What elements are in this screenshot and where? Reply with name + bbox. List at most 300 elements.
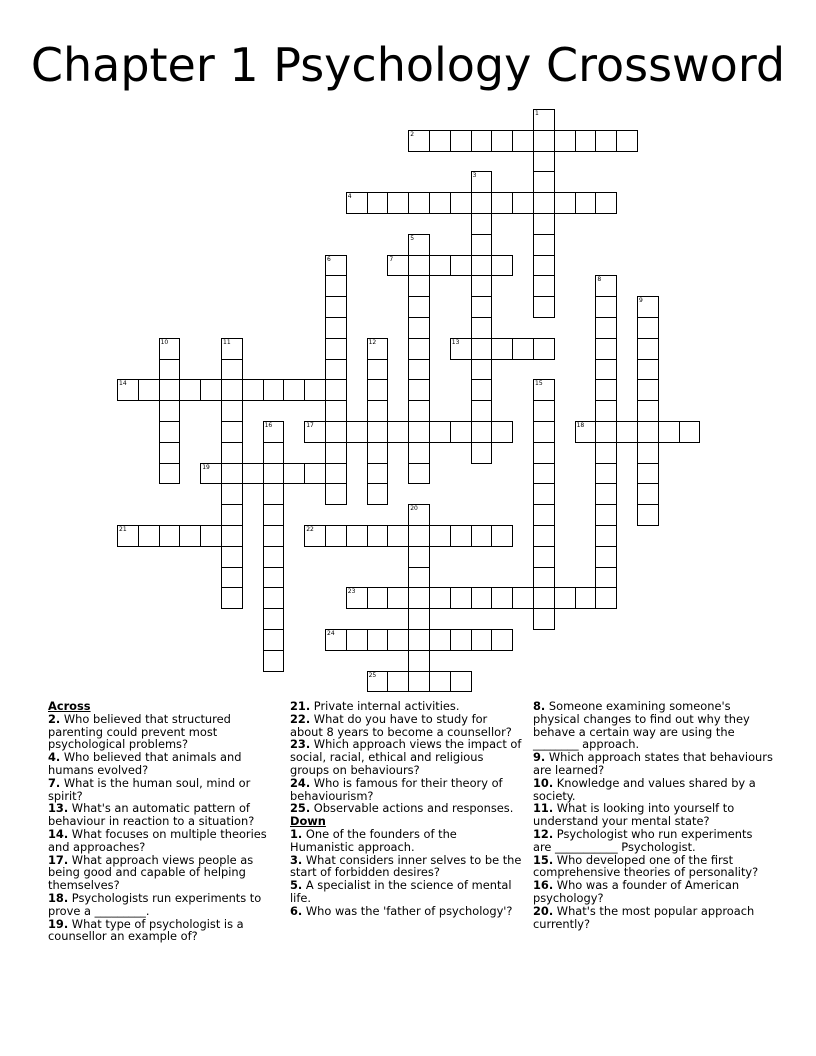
clues-column-3 [533,700,773,930]
grid-cell[interactable] [367,359,389,381]
grid-cell[interactable] [595,463,617,485]
grid-cell[interactable] [533,504,555,526]
grid-cell[interactable] [595,317,617,339]
grid-cell[interactable] [533,255,555,277]
grid-cell[interactable] [595,525,617,547]
clue-text: Which approach states that behaviours are learned? [533,750,773,777]
clue-text: Which approach views the impact of social, racial, ethical and religious groups on behaviours? [290,737,522,777]
grid-cell[interactable] [533,567,555,589]
grid-cell[interactable] [450,338,472,360]
grid-cell[interactable] [533,151,555,173]
clue-number: 4. [48,750,61,765]
grid-cell[interactable] [595,504,617,526]
clue-text: Private internal activities. [310,699,460,713]
clue-text: What type of psychologist is a counsellor an example of? [48,916,244,944]
grid-cell[interactable] [512,192,534,214]
clue-number: 7. [48,775,61,790]
grid-cell[interactable] [429,525,451,547]
grid-cell[interactable] [533,338,555,360]
grid-cell[interactable] [533,421,555,443]
grid-cell[interactable] [471,171,493,193]
grid-cell[interactable] [533,525,555,547]
clue-number: 6. [290,903,303,918]
grid-cell[interactable] [450,629,472,651]
across-clue-list-part2 [290,700,522,815]
grid-cell[interactable] [658,421,680,443]
clue-number-label: 19 [202,463,210,471]
grid-cell[interactable] [533,192,555,214]
grid-cell[interactable] [471,275,493,297]
grid-cell[interactable] [408,400,430,422]
grid-cell[interactable] [533,546,555,568]
across-clue [290,713,522,739]
grid-cell[interactable] [408,317,430,339]
grid-cell[interactable] [471,296,493,318]
clue-number: 14. [48,826,69,841]
grid-cell[interactable] [471,192,493,214]
grid-cell[interactable] [221,483,243,505]
grid-cell[interactable] [471,255,493,277]
grid-cell[interactable] [533,587,555,609]
grid-cell[interactable] [159,359,181,381]
grid-cell[interactable] [159,442,181,464]
grid-cell[interactable] [304,525,326,547]
grid-cell[interactable] [595,338,617,360]
grid-cell[interactable] [637,483,659,505]
grid-cell[interactable] [367,629,389,651]
grid-cell[interactable] [367,463,389,485]
grid-cell[interactable] [408,296,430,318]
grid-cell[interactable] [533,608,555,630]
grid-cell[interactable] [616,130,638,152]
grid-cell[interactable] [471,525,493,547]
grid-cell[interactable] [221,400,243,422]
grid-cell[interactable] [450,130,472,152]
grid-cell[interactable] [595,421,617,443]
grid-cell[interactable] [346,421,368,443]
grid-cell[interactable] [367,379,389,401]
grid-cell[interactable] [387,525,409,547]
grid-cell[interactable] [263,608,285,630]
grid-cell[interactable] [346,525,368,547]
grid-cell[interactable] [367,400,389,422]
clue-number-label: 15 [535,380,543,388]
grid-cell[interactable] [325,338,347,360]
grid-cell[interactable] [221,463,243,485]
grid-cell[interactable] [367,671,389,693]
across-clue [48,892,280,918]
grid-cell[interactable] [387,255,409,277]
clue-number: 10. [533,775,554,790]
grid-cell[interactable] [595,442,617,464]
grid-cell[interactable] [221,379,243,401]
grid-cell[interactable] [387,587,409,609]
grid-cell[interactable] [429,587,451,609]
grid-cell[interactable] [491,525,513,547]
grid-cell[interactable] [408,567,430,589]
grid-cell[interactable] [408,359,430,381]
clue-text: Who was the 'father of psychology'? [302,903,513,918]
grid-cell[interactable] [533,275,555,297]
grid-cell[interactable] [429,629,451,651]
grid-cell[interactable] [491,130,513,152]
grid-cell[interactable] [637,359,659,381]
grid-cell[interactable] [138,525,160,547]
clue-number: 5. [290,878,303,893]
grid-cell[interactable] [595,359,617,381]
grid-cell[interactable] [283,463,305,485]
grid-cell[interactable] [346,629,368,651]
grid-cell[interactable] [429,192,451,214]
grid-cell[interactable] [367,442,389,464]
grid-cell[interactable] [325,359,347,381]
clue-text: What do you have to study for about 8 years to become a counsellor? [290,711,512,739]
grid-cell[interactable] [471,379,493,401]
grid-cell[interactable] [408,379,430,401]
clue-number-label: 21 [119,526,127,533]
grid-cell[interactable] [325,400,347,422]
grid-cell[interactable] [408,546,430,568]
across-heading: Across [48,699,91,713]
grid-cell[interactable] [179,379,201,401]
down-clue [533,802,773,828]
clue-number-label: 7 [389,255,394,263]
clue-number: 8. [533,699,546,713]
across-clue [48,751,280,777]
clue-number: 22. [290,711,311,726]
grid-cell[interactable] [325,442,347,464]
clue-number: 21. [290,699,311,713]
clue-number-label: 6 [327,255,331,263]
grid-cell[interactable] [471,317,493,339]
grid-cell[interactable] [471,421,493,443]
grid-cell[interactable] [367,483,389,505]
grid-cell[interactable] [491,421,513,443]
grid-cell[interactable] [221,546,243,568]
grid-cell[interactable] [554,130,576,152]
grid-cell[interactable] [408,629,430,651]
down-heading: Down [290,814,326,829]
clue-number: 9. [533,750,546,765]
grid-cell[interactable] [533,442,555,464]
grid-cell[interactable] [429,671,451,693]
grid-cell[interactable] [408,463,430,485]
grid-cell[interactable] [159,421,181,443]
grid-cell[interactable] [533,213,555,235]
grid-cell[interactable] [346,192,368,214]
grid-cell[interactable] [263,442,285,464]
grid-cell[interactable] [408,421,430,443]
grid-cell[interactable] [595,296,617,318]
grid-cell[interactable] [575,587,597,609]
grid-cell[interactable] [408,442,430,464]
clue-text: A specialist in the science of mental life. [290,878,512,905]
grid-cell[interactable] [325,525,347,547]
grid-cell[interactable] [263,546,285,568]
down-clue [533,777,773,803]
grid-cell[interactable] [367,338,389,360]
grid-cell[interactable] [408,608,430,630]
grid-cell[interactable] [221,567,243,589]
grid-cell[interactable] [221,359,243,381]
grid-cell[interactable] [450,671,472,693]
grid-cell[interactable] [533,109,555,131]
grid-cell[interactable] [138,379,160,401]
down-clue-list-part1 [290,828,522,918]
grid-cell[interactable] [200,525,222,547]
grid-cell[interactable] [387,629,409,651]
grid-cell[interactable] [491,629,513,651]
grid-cell[interactable] [491,192,513,214]
clue-number: 12. [533,826,554,841]
clue-text: Someone examining someone's physical changes to find out why they behave a certain way are using the ________ approach. [533,699,750,752]
grid-cell[interactable] [679,421,701,443]
grid-cell[interactable] [429,255,451,277]
grid-cell[interactable] [471,234,493,256]
clue-number: 17. [48,852,69,867]
grid-cell[interactable] [554,587,576,609]
grid-cell[interactable] [595,275,617,297]
clue-text: Knowledge and values shared by a society. [533,775,756,803]
grid-cell[interactable] [346,587,368,609]
grid-cell[interactable] [263,587,285,609]
grid-cell[interactable] [575,130,597,152]
grid-cell[interactable] [512,587,534,609]
across-clue [48,828,280,854]
down-clue [533,879,773,905]
grid-cell[interactable] [595,400,617,422]
grid-cell[interactable] [595,130,617,152]
grid-cell[interactable] [159,379,181,401]
grid-cell[interactable] [471,587,493,609]
grid-cell[interactable] [408,275,430,297]
grid-cell[interactable] [533,400,555,422]
grid-cell[interactable] [179,525,201,547]
grid-cell[interactable] [263,421,285,443]
grid-cell[interactable] [450,421,472,443]
clue-number-label: 25 [368,671,377,679]
grid-cell[interactable] [263,629,285,651]
across-clue-list-part1 [48,713,280,943]
across-clue [48,854,280,892]
grid-cell[interactable] [159,463,181,485]
grid-cell[interactable] [637,463,659,485]
grid-cell[interactable] [491,587,513,609]
clue-text: Observable actions and responses. [310,801,514,816]
clue-text: Who is famous for their theory of behaviourism? [290,775,503,803]
grid-cell[interactable] [325,296,347,318]
grid-cell[interactable] [221,587,243,609]
down-clue [290,828,522,854]
grid-cell[interactable] [595,587,617,609]
grid-cell[interactable] [575,421,597,443]
clue-number: 11. [533,801,554,816]
across-clue [48,918,280,944]
grid-cell[interactable] [471,130,493,152]
grid-cell[interactable] [221,338,243,360]
grid-cell[interactable] [325,379,347,401]
grid-cell[interactable] [471,442,493,464]
grid-cell[interactable] [325,463,347,485]
clue-number-label: 12 [368,338,377,346]
grid-cell[interactable] [263,567,285,589]
grid-cell[interactable] [159,338,181,360]
grid-cell[interactable] [595,567,617,589]
grid-cell[interactable] [471,400,493,422]
grid-cell[interactable] [408,255,430,277]
grid-cell[interactable] [450,255,472,277]
across-clue [290,777,522,803]
grid-cell[interactable] [221,504,243,526]
down-clue [533,700,773,751]
clue-number-label: 2 [410,130,415,138]
clue-text: What is looking into yourself to understand your mental state? [533,801,735,829]
clues-column-1 [48,700,280,943]
grid-cell[interactable] [367,525,389,547]
grid-cell[interactable] [263,650,285,672]
grid-cell[interactable] [429,130,451,152]
grid-cell[interactable] [533,483,555,505]
grid-cell[interactable] [408,192,430,214]
grid-cell[interactable] [304,379,326,401]
grid-cell[interactable] [325,629,347,651]
clue-text: What considers inner selves to be the start of forbidden desires? [290,852,522,880]
grid-cell[interactable] [408,525,430,547]
page-title: Chapter 1 Psychology Crossword [30,38,786,92]
clue-number-label: 8 [597,276,602,284]
grid-cell[interactable] [533,130,555,152]
grid-cell[interactable] [637,317,659,339]
grid-cell[interactable] [408,650,430,672]
grid-cell[interactable] [325,255,347,277]
grid-cell[interactable] [512,338,534,360]
clue-number-label: 17 [306,422,314,429]
grid-cell[interactable] [263,483,285,505]
grid-cell[interactable] [221,525,243,547]
clue-number-label: 14 [119,380,127,388]
clue-number: 15. [533,852,554,867]
grid-cell[interactable] [533,296,555,318]
grid-cell[interactable] [595,483,617,505]
down-clue [290,879,522,905]
grid-cell[interactable] [554,192,576,214]
grid-cell[interactable] [575,192,597,214]
clue-number: 18. [48,890,69,905]
grid-cell[interactable] [637,338,659,360]
grid-cell[interactable] [221,421,243,443]
grid-cell[interactable] [595,192,617,214]
grid-cell[interactable] [471,338,493,360]
down-clue [533,905,773,931]
clue-text: What approach views people as being good and capable of helping themselves? [48,852,254,893]
grid-cell[interactable] [408,504,430,526]
grid-cell[interactable] [263,525,285,547]
clue-text: One of the founders of the Humanistic approach. [290,826,457,854]
grid-cell[interactable] [408,234,430,256]
grid-cell[interactable] [637,296,659,318]
across-clue [48,713,280,751]
grid-cell[interactable] [491,338,513,360]
grid-cell[interactable] [450,525,472,547]
grid-cell[interactable] [491,255,513,277]
grid-cell[interactable] [117,379,139,401]
grid-cell[interactable] [533,171,555,193]
clue-text: What is the human soul, mind or spirit? [48,775,251,803]
grid-cell[interactable] [159,525,181,547]
grid-cell[interactable] [325,421,347,443]
clue-number-label: 22 [306,526,314,533]
grid-cell[interactable] [387,421,409,443]
across-clue [290,738,522,776]
grid-cell[interactable] [450,192,472,214]
grid-cell[interactable] [616,421,638,443]
grid-cell[interactable] [408,587,430,609]
grid-cell[interactable] [200,379,222,401]
grid-cell[interactable] [367,587,389,609]
down-clue [290,854,522,880]
grid-cell[interactable] [242,463,264,485]
grid-cell[interactable] [637,421,659,443]
grid-cell[interactable] [637,379,659,401]
grid-cell[interactable] [471,213,493,235]
grid-cell[interactable] [263,504,285,526]
grid-cell[interactable] [304,463,326,485]
grid-cell[interactable] [263,379,285,401]
grid-cell[interactable] [471,359,493,381]
grid-cell[interactable] [159,400,181,422]
grid-cell[interactable] [595,379,617,401]
grid-cell[interactable] [263,463,285,485]
clue-number-label: 23 [347,588,356,596]
grid-cell[interactable] [304,421,326,443]
grid-cell[interactable] [367,421,389,443]
grid-cell[interactable] [325,275,347,297]
grid-cell[interactable] [637,400,659,422]
clue-number-label: 20 [410,505,418,513]
grid-cell[interactable] [221,442,243,464]
grid-cell[interactable] [387,671,409,693]
clue-number: 19. [48,916,69,931]
clue-number: 23. [290,737,311,752]
grid-cell[interactable] [117,525,139,547]
clue-number-label: 3 [472,172,477,180]
grid-cell[interactable] [533,379,555,401]
grid-cell[interactable] [283,379,305,401]
down-clue-list-part2 [533,700,773,930]
grid-cell[interactable] [325,317,347,339]
grid-cell[interactable] [512,130,534,152]
grid-cell[interactable] [471,629,493,651]
clue-number-label: 18 [576,422,585,429]
grid-cell[interactable] [242,379,264,401]
grid-cell[interactable] [387,192,409,214]
grid-cell[interactable] [408,338,430,360]
grid-cell[interactable] [637,504,659,526]
grid-cell[interactable] [595,546,617,568]
grid-cell[interactable] [450,587,472,609]
grid-cell[interactable] [533,234,555,256]
grid-cell[interactable] [533,463,555,485]
grid-cell[interactable] [637,442,659,464]
grid-cell[interactable] [429,421,451,443]
grid-cell[interactable] [200,463,222,485]
grid-cell[interactable] [367,192,389,214]
grid-cell[interactable] [325,483,347,505]
clue-number: 1. [290,826,303,841]
grid-cell[interactable] [408,671,430,693]
clue-number-label: 5 [410,234,415,242]
grid-cell[interactable] [408,130,430,152]
